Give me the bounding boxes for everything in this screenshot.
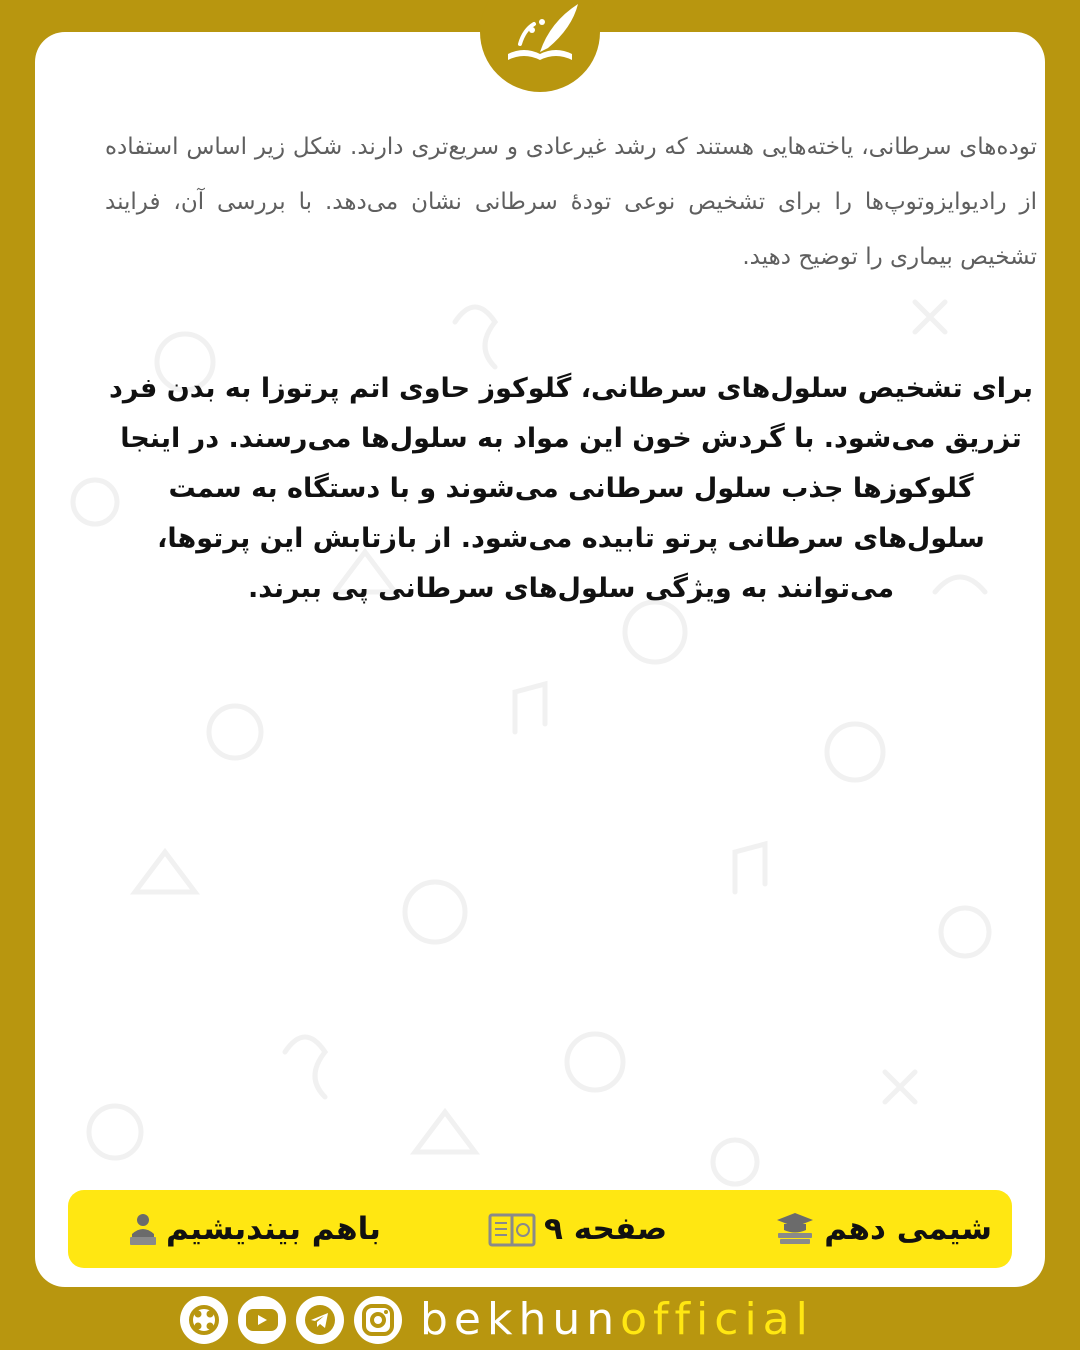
question-text: توده‌های سرطانی، یاخته‌هایی هستند که رشد غیرعادی و سریع‌تری دارند. شکل زیر اساس استفاده از رادیوایزوتوپ‌ها را برای تشخیص نوعی تودهٔ سرطانی نشان می‌دهد. با بررسی آن، فرایند تشخیص بیماری را توضیح دهید.	[105, 134, 1037, 270]
info-bar	[68, 1190, 1012, 1268]
handle-part-2: official	[620, 1294, 814, 1345]
youtube-link[interactable]	[238, 1296, 286, 1344]
telegram-icon	[303, 1303, 337, 1337]
aparat-icon	[187, 1303, 221, 1337]
section-label: باهم بیندیشیم	[166, 1211, 381, 1247]
open-book-icon	[488, 1211, 536, 1247]
subject-label: شیمی دهم	[824, 1211, 992, 1247]
brand-logo-badge	[480, 0, 600, 92]
answer-text: برای تشخیص سلول‌های سرطانی، گلوکوز حاوی اتم پرتوزا به بدن فرد تزریق می‌شود. با گردش خون این مواد به سلول‌ها می‌رسند. در اینجا گلوکوزها جذب سلول سرطانی می‌شوند و با دستگاه به سمت سلول‌های سرطانی پرتو تابیده می‌شود. از بازتابش این پرتوها، می‌توانند به ویژگی سلول‌های سرطانی پی ببرند.	[109, 373, 1033, 604]
footer	[180, 1290, 900, 1350]
page-info	[488, 1211, 667, 1247]
section-info	[128, 1211, 381, 1247]
handle-part-1: bekhun	[420, 1294, 621, 1345]
book-quill-logo	[480, 0, 600, 92]
aparat-link[interactable]	[180, 1296, 228, 1344]
content-card	[35, 32, 1045, 1287]
page-label: صفحه ۹	[543, 1211, 668, 1247]
graduation-books-icon	[774, 1211, 816, 1247]
youtube-icon	[245, 1307, 279, 1333]
subject-info	[774, 1211, 992, 1247]
telegram-link[interactable]	[296, 1296, 344, 1344]
instagram-link[interactable]	[354, 1296, 402, 1344]
brand-handle	[420, 1290, 814, 1350]
teacher-icon	[128, 1212, 158, 1246]
instagram-icon	[361, 1303, 395, 1337]
